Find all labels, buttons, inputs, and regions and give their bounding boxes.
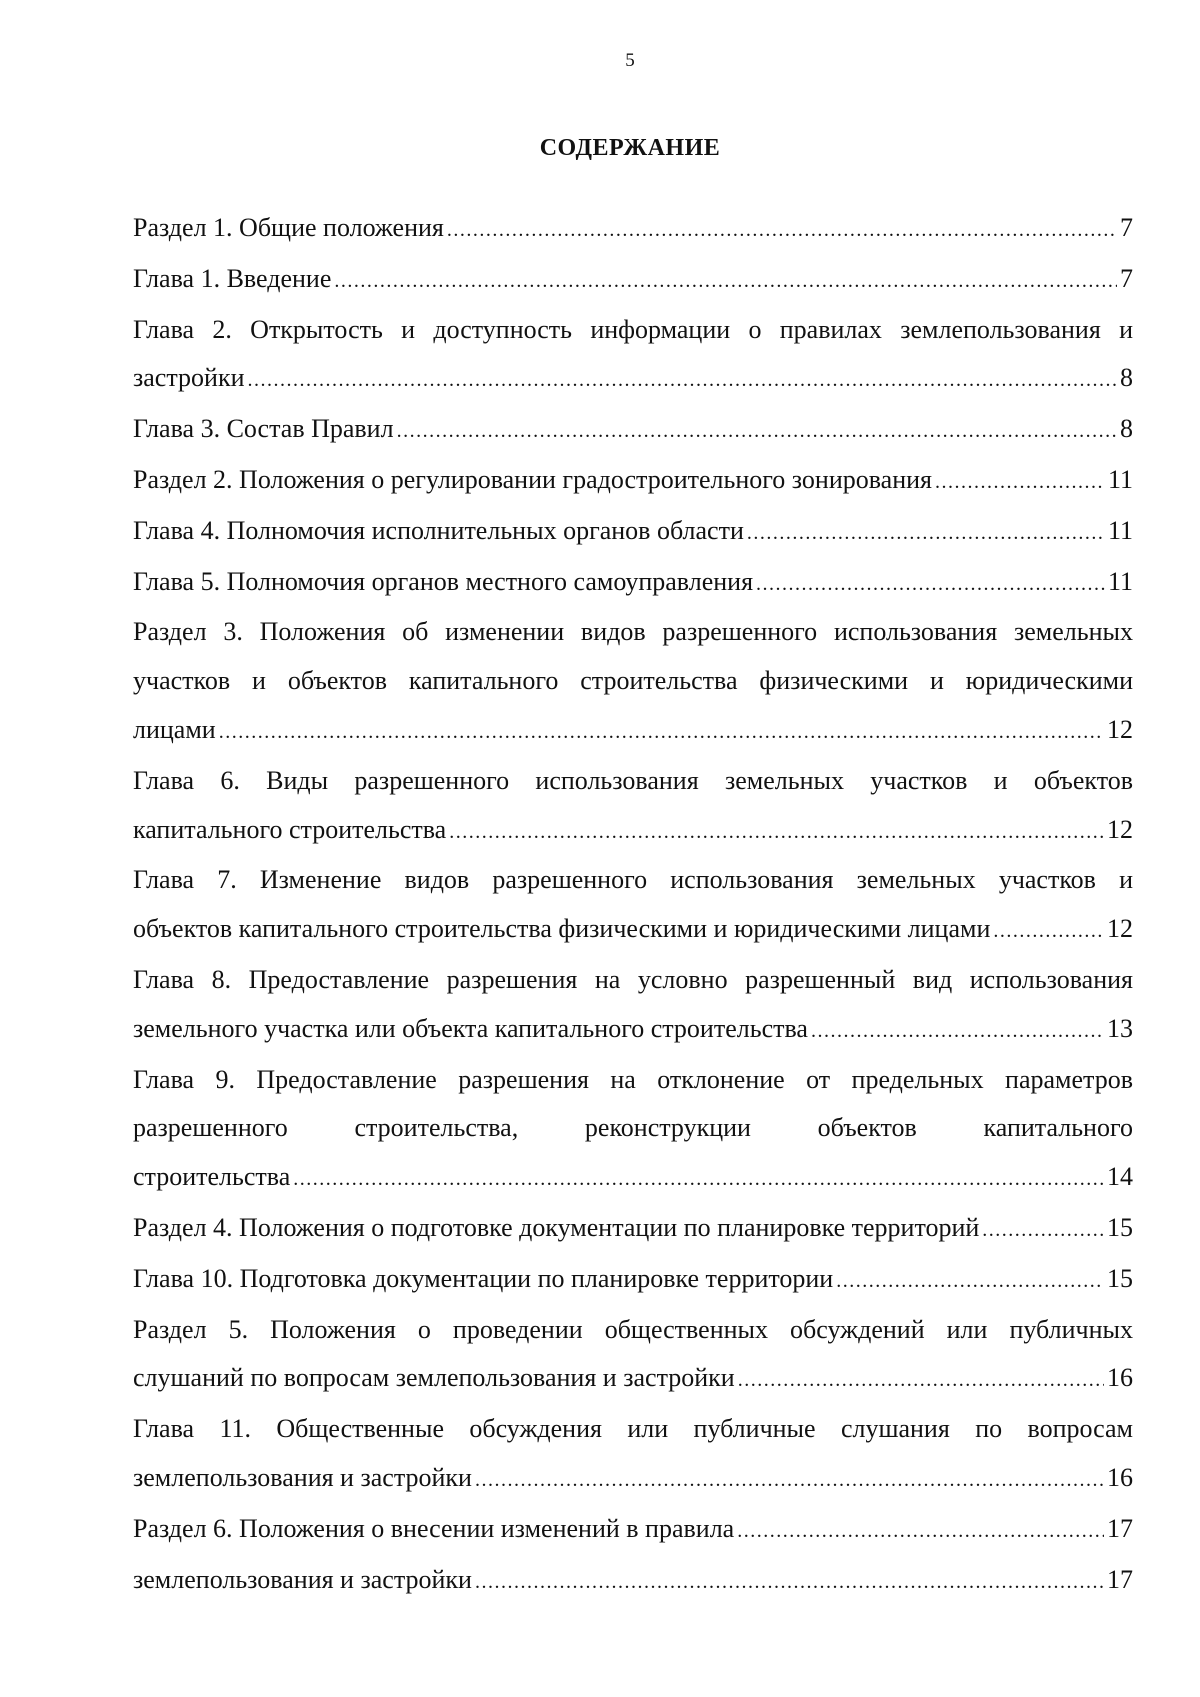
toc-entry-line: разрешенного строительства, реконструкции объектов капитального [133, 1113, 1133, 1143]
dot-leader [219, 708, 1104, 757]
toc-page-number: 15 [1107, 1263, 1133, 1293]
toc-entry-text: Раздел 4. Положения о подготовке документации по планировке территорий [133, 1212, 980, 1242]
dot-leader [982, 1206, 1104, 1255]
page-number: 5 [625, 50, 635, 71]
toc-entry-text: слушаний по вопросам землепользования и застройки [133, 1363, 735, 1393]
toc-entry-last-line [133, 204, 1133, 255]
toc-entry-text: Раздел 6. Положения о внесении изменений в правила [133, 1513, 735, 1543]
toc-entry-text: лицами [133, 714, 216, 744]
toc-entry[interactable] [133, 306, 1133, 406]
toc-entry-text: объектов капитального строительства физическими и юридическими лицами [133, 914, 991, 944]
dot-leader [293, 1155, 1104, 1204]
toc-entry-text: земельного участка или объекта капитального строительства [133, 1013, 808, 1043]
toc-entry-last-line [133, 405, 1133, 456]
toc-entry-line: Раздел 3. Положения об изменении видов разрешенного использования земельных [133, 617, 1133, 647]
toc-entry-last-line [133, 1454, 1133, 1505]
toc-entry-line: Раздел 5. Положения о проведении общественных обсуждений или публичных [133, 1314, 1133, 1344]
toc-page-number: 7 [1120, 213, 1133, 242]
toc-entry-last-line [133, 1556, 1133, 1607]
table-of-contents [133, 204, 1133, 1606]
dot-leader [397, 407, 1117, 456]
toc-entry-text: землепользования и застройки [133, 1564, 472, 1594]
toc-entry-text: Глава 1. Введение [133, 263, 332, 293]
toc-entry[interactable] [133, 507, 1133, 558]
toc-entry-text: Раздел 2. Положения о регулировании градостроительного зонирования [133, 464, 933, 494]
toc-entry-text: землепользования и застройки [133, 1462, 472, 1492]
dot-leader [836, 1257, 1104, 1306]
toc-title: СОДЕРЖАНИЕ [539, 135, 721, 161]
toc-entry-last-line [133, 1204, 1133, 1255]
dot-leader [811, 1007, 1104, 1056]
toc-entry[interactable] [133, 558, 1133, 609]
dot-leader [756, 560, 1105, 609]
toc-entry[interactable] [133, 1255, 1133, 1306]
toc-page-number: 17 [1107, 1513, 1133, 1543]
toc-entry-text: Глава 10. Подготовка документации по планировке территории [133, 1263, 834, 1293]
toc-page-number: 11 [1107, 515, 1133, 545]
toc-entry[interactable] [133, 255, 1133, 306]
toc-entry-last-line [133, 1505, 1133, 1556]
toc-entry-last-line [133, 706, 1133, 757]
toc-entry-last-line [133, 806, 1133, 857]
dot-leader [475, 1558, 1104, 1607]
toc-page-number: 15 [1107, 1212, 1133, 1242]
toc-page-number: 11 [1107, 464, 1133, 494]
toc-entry-line: Глава 8. Предоставление разрешения на условно разрешенный вид использования [133, 964, 1133, 994]
toc-entry-last-line [133, 905, 1133, 956]
dot-leader [248, 356, 1118, 405]
dot-leader [993, 907, 1104, 956]
toc-entry-last-line [133, 255, 1133, 306]
toc-entry-text: Раздел 1. Общие положения [133, 213, 444, 242]
toc-page-number: 12 [1107, 814, 1133, 844]
toc-page-number: 12 [1107, 714, 1133, 744]
toc-page-number: 13 [1107, 1013, 1133, 1043]
toc-entry-text: застройки [133, 363, 245, 393]
dot-leader [334, 257, 1117, 306]
toc-page-number: 8 [1120, 363, 1133, 393]
dot-leader [935, 458, 1105, 507]
toc-entry[interactable] [133, 856, 1133, 956]
dot-leader [475, 1456, 1104, 1505]
toc-entry-last-line [133, 1354, 1133, 1405]
toc-entry-text: строительства [133, 1162, 291, 1192]
toc-entry[interactable] [133, 757, 1133, 857]
toc-entry[interactable] [133, 608, 1133, 756]
toc-entry-line: Глава 6. Виды разрешенного использования земельных участков и объектов [133, 765, 1133, 795]
toc-entry[interactable] [133, 1306, 1133, 1406]
toc-page-number: 16 [1107, 1363, 1133, 1393]
toc-entry-last-line [133, 354, 1133, 405]
toc-page-number: 11 [1107, 566, 1133, 596]
toc-page-number: 7 [1120, 263, 1133, 293]
dot-leader [737, 1507, 1104, 1556]
toc-entry-text: Глава 5. Полномочия органов местного самоуправления [133, 566, 754, 596]
toc-entry-last-line [133, 456, 1133, 507]
toc-entry-line: Глава 11. Общественные обсуждения или публичные слушания по вопросам [133, 1414, 1133, 1444]
toc-entry-line: Глава 9. Предоставление разрешения на отклонение от предельных параметров [133, 1064, 1133, 1094]
toc-page-number: 17 [1107, 1564, 1133, 1594]
toc-page-number: 16 [1107, 1462, 1133, 1492]
toc-entry[interactable] [133, 456, 1133, 507]
toc-page-number: 12 [1107, 914, 1133, 944]
toc-entry[interactable] [133, 956, 1133, 1056]
toc-entry-last-line [133, 1005, 1133, 1056]
toc-entry[interactable] [133, 1405, 1133, 1505]
toc-entry-line: участков и объектов капитального строительства физическими и юридическими [133, 666, 1133, 696]
toc-page-number: 8 [1120, 414, 1133, 444]
toc-entry[interactable] [133, 1204, 1133, 1255]
toc-entry[interactable] [133, 1556, 1133, 1607]
toc-entry[interactable] [133, 204, 1133, 255]
toc-page-number: 14 [1107, 1162, 1133, 1192]
toc-entry[interactable] [133, 1056, 1133, 1204]
toc-entry[interactable] [133, 405, 1133, 456]
toc-entry-line: Глава 2. Открытость и доступность информации о правилах землепользования и [133, 314, 1133, 344]
dot-leader [747, 509, 1105, 558]
dot-leader [738, 1356, 1104, 1405]
dot-leader [447, 206, 1117, 255]
dot-leader [449, 808, 1104, 857]
toc-entry-last-line [133, 507, 1133, 558]
toc-entry-last-line [133, 1255, 1133, 1306]
toc-entry-text: Глава 4. Полномочия исполнительных органов области [133, 515, 744, 545]
toc-entry-last-line [133, 1153, 1133, 1204]
toc-entry-text: капитального строительства [133, 814, 447, 844]
toc-entry[interactable] [133, 1505, 1133, 1556]
toc-entry-line: Глава 7. Изменение видов разрешенного использования земельных участков и [133, 865, 1133, 895]
toc-entry-last-line [133, 558, 1133, 609]
toc-entry-text: Глава 3. Состав Правил [133, 414, 394, 444]
